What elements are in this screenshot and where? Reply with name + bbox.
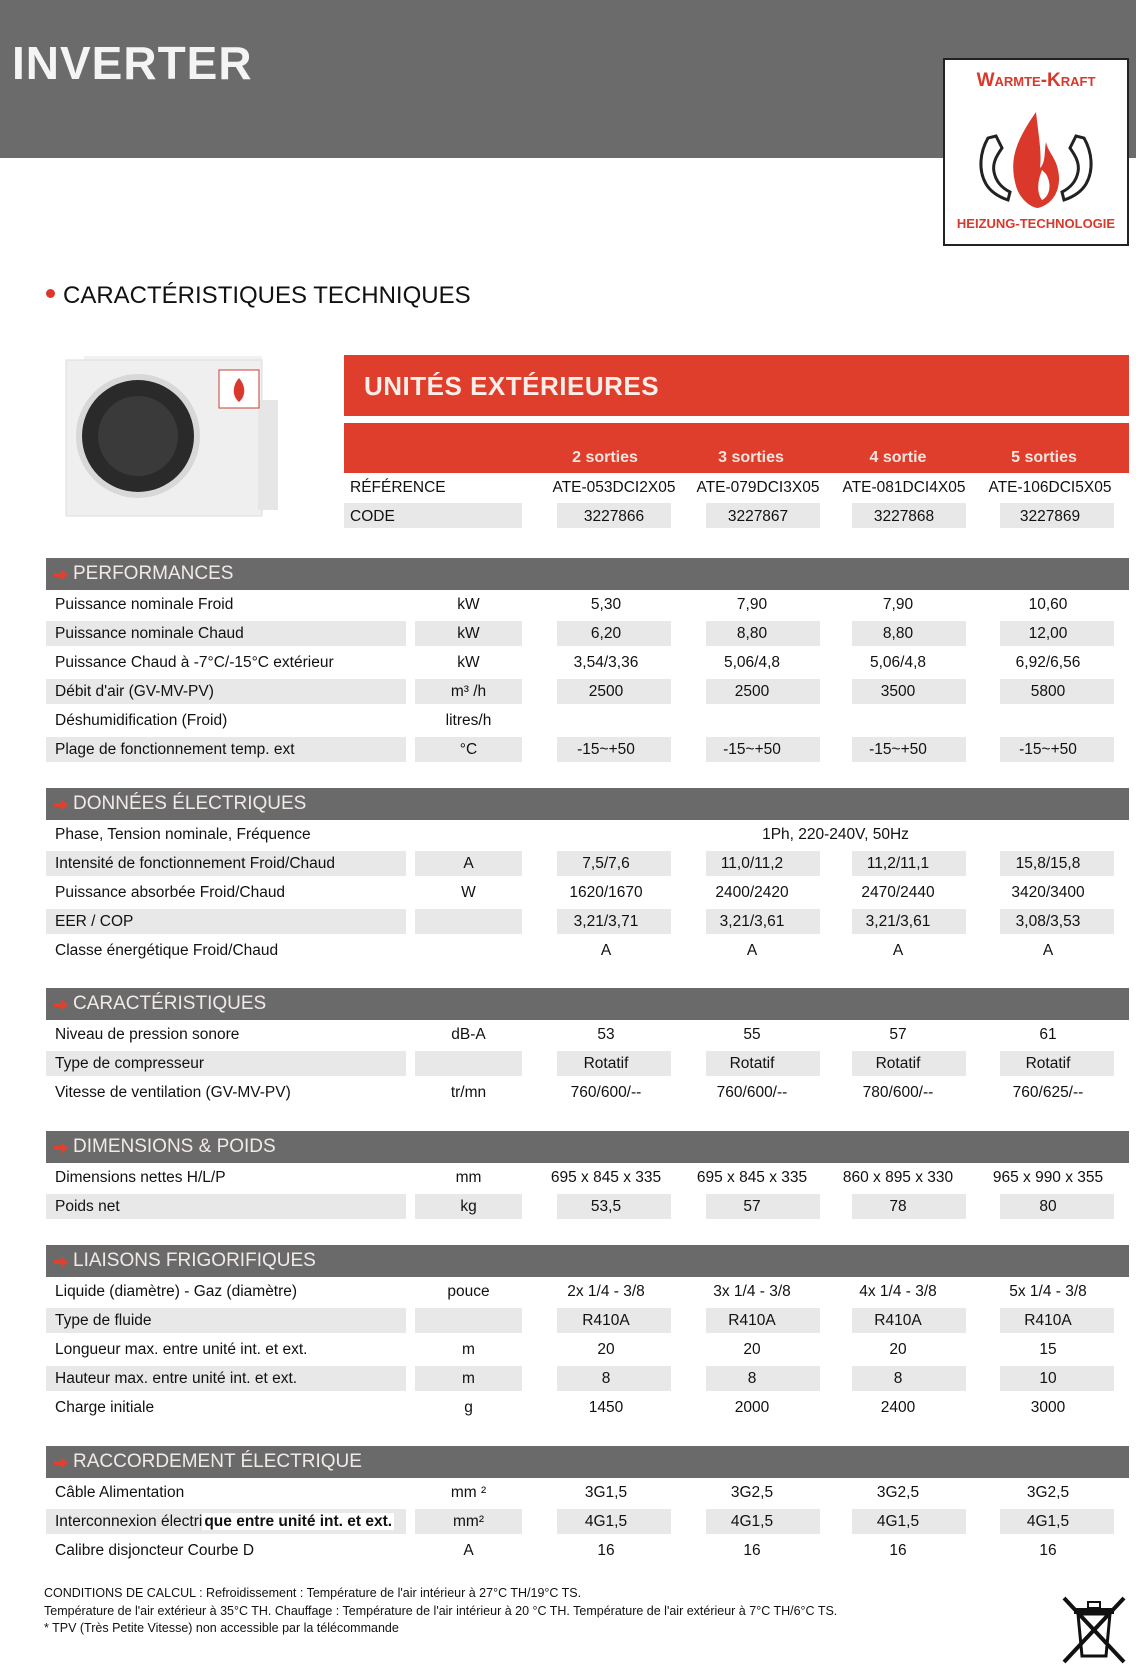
- code-value: 3227867: [727, 508, 789, 525]
- row-value: 6,20: [590, 625, 622, 642]
- row-value: 7,90: [882, 596, 914, 613]
- row-label-text: Intensité de fonctionnement Froid/Chaud: [55, 855, 336, 872]
- row-label-text: Hauteur max. entre unité int. et ext.: [55, 1370, 298, 1387]
- row-value: 760/600/--: [716, 1084, 788, 1101]
- row-value: 6,92/6,56: [1015, 654, 1081, 671]
- row-unit: dB-A: [451, 1026, 486, 1043]
- row-value: 3,54/3,36: [573, 654, 639, 671]
- row-value: 7,90: [736, 596, 768, 613]
- row-unit: kg: [460, 1198, 477, 1215]
- row-value: 5800: [1030, 683, 1066, 700]
- row-label: [55, 913, 133, 931]
- row-value: 7,5/7,6: [582, 855, 630, 872]
- row-label: [55, 1169, 226, 1187]
- column-header: 4 sortie: [869, 449, 927, 466]
- row-label: [55, 1283, 297, 1301]
- row-value: 695 x 845 x 335: [550, 1169, 662, 1186]
- row-value: Rotatif: [875, 1055, 921, 1072]
- row-value: Rotatif: [583, 1055, 629, 1072]
- row-label: [55, 1084, 291, 1102]
- row-value: 16: [1039, 1542, 1057, 1559]
- row-unit: mm²: [453, 1513, 484, 1530]
- section-title: DONNÉES ÉLECTRIQUES: [73, 793, 307, 814]
- row-label: [55, 596, 233, 614]
- section-title: PERFORMANCES: [73, 563, 234, 584]
- row-unit: pouce: [447, 1283, 490, 1300]
- row-value: 3,21/3,61: [865, 913, 931, 930]
- row-unit: °C: [459, 741, 478, 758]
- outdoor-units-banner: [344, 355, 1129, 416]
- row-value: 1620/1670: [569, 884, 643, 901]
- row-unit: m: [462, 1370, 475, 1387]
- row-value: -15~+50: [1019, 741, 1077, 758]
- row-label: [55, 942, 278, 960]
- brand-logo: [943, 58, 1129, 246]
- section-header: [46, 1131, 1129, 1163]
- row-value: 2400/2420: [715, 884, 789, 901]
- row-value: 3500: [880, 683, 916, 700]
- row-label: [55, 826, 311, 844]
- reference-value: ATE-106DCI5X05: [988, 479, 1112, 496]
- footer-conditions: CONDITIONS DE CALCUL : Refroidissement : Température de l'air intérieur à 27°C TH/19°C TS.: [44, 1586, 582, 1600]
- reference-label: RÉFÉRENCE: [350, 479, 446, 496]
- row-label: [55, 1198, 120, 1216]
- row-value: 8,80: [882, 625, 914, 642]
- row-value: 760/600/--: [570, 1084, 642, 1101]
- row-value: 2500: [588, 683, 624, 700]
- row-value: -15~+50: [723, 741, 781, 758]
- banner-title: UNITÉS EXTÉRIEURES: [364, 371, 660, 401]
- row-value: 2000: [734, 1399, 770, 1416]
- section-header: [46, 1446, 1129, 1478]
- row-label: [55, 625, 244, 643]
- row-label: [55, 1484, 184, 1502]
- row-label-text: Puissance nominale Chaud: [55, 625, 244, 642]
- row-value: R410A: [582, 1312, 630, 1329]
- row-unit: mm ²: [450, 1484, 487, 1501]
- row-label-text: EER / COP: [55, 913, 134, 930]
- row-label-text: Poids net: [55, 1198, 120, 1215]
- row-value: 16: [597, 1542, 615, 1559]
- row-value: 20: [597, 1341, 615, 1358]
- row-label: [55, 1312, 152, 1330]
- row-unit: tr/mn: [450, 1084, 487, 1101]
- row-value: 78: [889, 1198, 907, 1215]
- code-value: 3227866: [583, 508, 645, 525]
- row-unit: A: [463, 855, 474, 872]
- row-value: 57: [743, 1198, 761, 1215]
- row-label-text: Interconnexion électri: [55, 1513, 203, 1530]
- row-unit: m: [462, 1341, 475, 1358]
- row-value: 4G1,5: [876, 1513, 920, 1530]
- row-value: 3G2,5: [1026, 1484, 1070, 1501]
- section-header: [46, 988, 1129, 1020]
- row-label-text: Puissance Chaud à -7°C/-15°C extérieur: [55, 654, 334, 671]
- row-value: 53,5: [590, 1198, 622, 1215]
- row-value: 53: [597, 1026, 615, 1043]
- row-unit: W: [461, 884, 476, 901]
- row-label: [55, 1542, 254, 1560]
- row-value: 57: [889, 1026, 907, 1043]
- row-value: 12,00: [1028, 625, 1068, 642]
- row-unit: litres/h: [445, 712, 492, 729]
- row-label: [55, 712, 227, 730]
- row-value: 8,80: [736, 625, 768, 642]
- page-title: INVERTER: [12, 37, 253, 89]
- row-value: 3420/3400: [1011, 884, 1085, 901]
- row-value: A: [892, 942, 904, 959]
- row-value: 860 x 895 x 330: [842, 1169, 954, 1186]
- row-value: 2500: [734, 683, 770, 700]
- row-value: 4G1,5: [730, 1513, 774, 1530]
- weee-bin-icon: [1058, 1592, 1130, 1664]
- reference-value: ATE-081DCI4X05: [842, 479, 966, 496]
- code-value: 3227868: [873, 508, 935, 525]
- row-value: 5x 1/4 - 3/8: [1009, 1283, 1087, 1300]
- row-value: 20: [743, 1341, 761, 1358]
- row-value: 15: [1039, 1341, 1057, 1358]
- row-value: -15~+50: [869, 741, 927, 758]
- row-value: R410A: [874, 1312, 922, 1329]
- row-label: [55, 855, 335, 873]
- row-unit: kW: [457, 596, 480, 613]
- column-header: 3 sorties: [718, 449, 784, 466]
- row-label: [55, 1513, 394, 1531]
- row-value: 965 x 990 x 355: [992, 1169, 1104, 1186]
- row-value: R410A: [728, 1312, 776, 1329]
- row-value: 3G1,5: [584, 1484, 628, 1501]
- row-value: 8: [747, 1370, 757, 1387]
- row-value: 2470/2440: [861, 884, 935, 901]
- row-unit: m³ /h: [450, 683, 487, 700]
- row-value: 11,2/11,1: [866, 855, 930, 872]
- footer-conditions: Température de l'air extérieur à 35°C TH. Chauffage : Température de l'air intérieur à 20 °C TH. Température de l'air extérieur à 7°C TH/6°C TS.: [44, 1604, 838, 1618]
- row-value: -15~+50: [577, 741, 635, 758]
- section-header: [46, 558, 1129, 590]
- row-label-text: Type de compresseur: [55, 1055, 205, 1072]
- reference-value: ATE-079DCI3X05: [696, 479, 820, 496]
- row-label-text: Débit d'air (GV-MV-PV): [55, 683, 214, 700]
- row-label-text: Charge initiale: [55, 1399, 155, 1416]
- section-title: RACCORDEMENT ÉLECTRIQUE: [73, 1451, 362, 1472]
- column-header: 2 sorties: [572, 449, 638, 466]
- row-label: [55, 1055, 204, 1073]
- section-title: DIMENSIONS & POIDS: [73, 1136, 276, 1157]
- row-value: 4G1,5: [584, 1513, 628, 1530]
- row-label: [55, 1026, 239, 1044]
- row-value: 5,30: [590, 596, 622, 613]
- flame-hands-icon: [958, 108, 1114, 212]
- row-value: 61: [1039, 1026, 1057, 1043]
- row-value: 3G2,5: [730, 1484, 774, 1501]
- row-value: 10: [1039, 1370, 1057, 1387]
- row-label: [55, 1399, 154, 1417]
- row-shade: [415, 1051, 522, 1076]
- row-value: 11,0/11,2: [720, 855, 784, 872]
- brand-name: Warmte-Kraft: [976, 70, 1096, 91]
- row-value: 16: [743, 1542, 761, 1559]
- row-value: A: [746, 942, 758, 959]
- row-label-text: Vitesse de ventilation (GV-MV-PV): [55, 1084, 291, 1101]
- row-label-text: Longueur max. entre unité int. et ext.: [55, 1341, 308, 1358]
- row-value: 15,8/15,8: [1015, 855, 1081, 872]
- row-value: 3,21/3,61: [719, 913, 785, 930]
- row-unit: g: [464, 1399, 473, 1416]
- reference-value: ATE-053DCI2X05: [552, 479, 676, 496]
- column-header: 5 sorties: [1011, 449, 1077, 466]
- outdoor-unit-image: [62, 350, 282, 520]
- section-title: CARACTÉRISTIQUES: [73, 993, 267, 1014]
- row-value: 1Ph, 220-240V, 50Hz: [762, 826, 909, 843]
- row-value: 695 x 845 x 335: [696, 1169, 808, 1186]
- section-header: [46, 788, 1129, 820]
- row-label-emphasis: que entre unité int. et ext.: [204, 1513, 393, 1530]
- row-unit: mm: [455, 1169, 482, 1186]
- row-value: 2400: [880, 1399, 916, 1416]
- row-value: 3G2,5: [876, 1484, 920, 1501]
- row-label: [55, 654, 334, 672]
- row-value: 80: [1039, 1198, 1057, 1215]
- row-value: 3,08/3,53: [1015, 913, 1081, 930]
- row-label: [55, 741, 295, 759]
- row-value: 1450: [588, 1399, 624, 1416]
- row-value: 16: [889, 1542, 907, 1559]
- row-label-text: Liquide (diamètre) - Gaz (diamètre): [55, 1283, 298, 1300]
- row-label-text: Puissance nominale Froid: [55, 596, 234, 613]
- row-value: A: [600, 942, 612, 959]
- footer-note: * TPV (Très Petite Vitesse) non accessible par la télécommande: [44, 1621, 399, 1635]
- brand-tagline: HEIZUNG-TECHNOLOGIE: [956, 216, 1116, 231]
- row-unit: A: [463, 1542, 474, 1559]
- row-label: [55, 683, 214, 701]
- row-label-text: Phase, Tension nominale, Fréquence: [55, 826, 311, 843]
- code-value: 3227869: [1019, 508, 1081, 525]
- row-value: 3000: [1030, 1399, 1066, 1416]
- row-value: 2x 1/4 - 3/8: [567, 1283, 645, 1300]
- row-value: A: [1042, 942, 1054, 959]
- row-value: 4x 1/4 - 3/8: [859, 1283, 937, 1300]
- section-title: CARACTÉRISTIQUES TECHNIQUES: [46, 282, 471, 310]
- row-label: [55, 1341, 307, 1359]
- row-label-text: Câble Alimentation: [55, 1484, 185, 1501]
- row-value: 3x 1/4 - 3/8: [713, 1283, 791, 1300]
- row-label: [55, 1370, 297, 1388]
- row-label-text: Déshumidification (Froid): [55, 712, 228, 729]
- row-value: 780/600/--: [862, 1084, 934, 1101]
- row-label: [55, 884, 285, 902]
- row-label-text: Classe énergétique Froid/Chaud: [55, 942, 279, 959]
- row-value: 55: [743, 1026, 761, 1043]
- row-value: 5,06/4,8: [723, 654, 781, 671]
- code-label: CODE: [350, 508, 395, 525]
- row-label-text: Type de fluide: [55, 1312, 152, 1329]
- row-value: 8: [601, 1370, 611, 1387]
- section-title: LIAISONS FRIGORIFIQUES: [73, 1250, 316, 1271]
- row-value: Rotatif: [1025, 1055, 1071, 1072]
- outlet-count-banner: [344, 423, 1129, 473]
- row-value: 20: [889, 1341, 907, 1358]
- row-label-text: Dimensions nettes H/L/P: [55, 1169, 226, 1186]
- row-value: 3,21/3,71: [573, 913, 639, 930]
- row-shade: [415, 909, 522, 934]
- row-value: 760/625/--: [1012, 1084, 1084, 1101]
- row-value: 5,06/4,8: [869, 654, 927, 671]
- row-value: 10,60: [1028, 596, 1068, 613]
- row-shade: [415, 1308, 522, 1333]
- row-unit: kW: [457, 625, 480, 642]
- row-unit: kW: [457, 654, 480, 671]
- row-value: 8: [893, 1370, 903, 1387]
- row-label-text: Calibre disjoncteur Courbe D: [55, 1542, 255, 1559]
- row-label-text: Plage de fonctionnement temp. ext: [55, 741, 295, 758]
- row-label-text: Niveau de pression sonore: [55, 1026, 240, 1043]
- bullet-icon: [46, 289, 55, 298]
- row-value: Rotatif: [729, 1055, 775, 1072]
- section-header: [46, 1245, 1129, 1277]
- row-value: 4G1,5: [1026, 1513, 1070, 1530]
- row-value: R410A: [1024, 1312, 1072, 1329]
- row-label-text: Puissance absorbée Froid/Chaud: [55, 884, 286, 901]
